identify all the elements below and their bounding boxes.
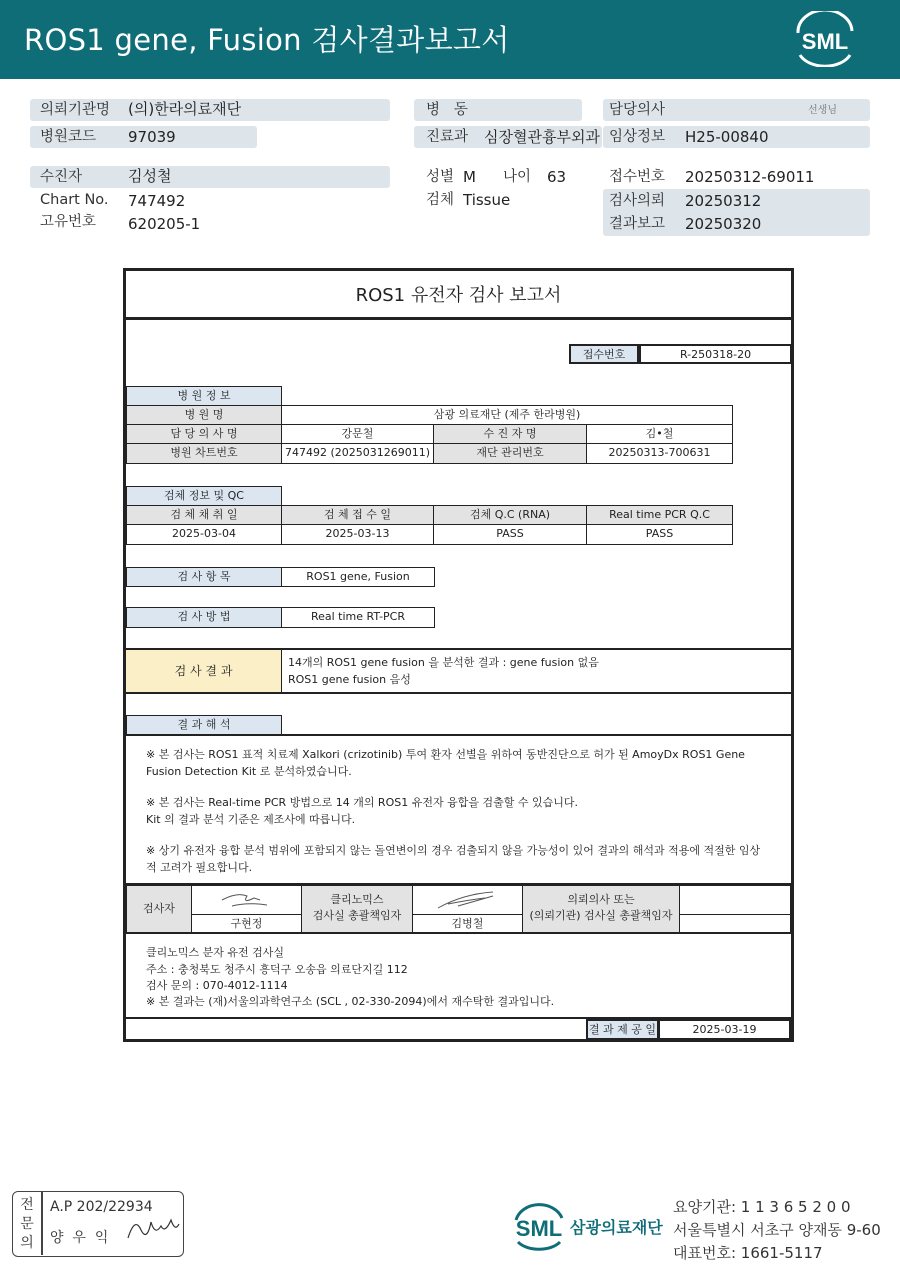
lab-note: ※ 본 결과는 (재)서울의과학연구소 (SCL , 02-330-2094)에서 재수탁한 결과입니다.	[146, 995, 555, 1008]
patient-name-value: 김•철	[586, 424, 733, 444]
sml-logo-icon	[790, 11, 860, 67]
specimen-value: Tissue	[463, 191, 511, 209]
lab-name: 클리노믹스 분자 유전 검사실	[146, 946, 285, 959]
report-receipt-value: R-250318-20	[639, 344, 792, 364]
chart-value: 747492	[128, 192, 186, 210]
stamp-divider	[41, 1192, 43, 1255]
hospital-name-label: 병 원 명	[126, 405, 282, 425]
test-item-label: 검 사 항 목	[126, 567, 282, 587]
lab-head-signature-icon	[413, 886, 523, 914]
receipt-value: 20250312-69011	[685, 168, 815, 186]
tester-label: 검사자	[126, 885, 192, 933]
patient-label: 수진자	[40, 169, 83, 185]
interpretation-p1-line1: ※ 본 검사는 ROS1 표적 치료제 Xalkori (crizotinib) 투여 환자 선별을 위하여 동반진단으로 허가 된 AmoyDx ROS1 Gene	[146, 748, 745, 761]
pathologist-stamp	[12, 1191, 184, 1257]
lab-address: 주소 : 충청북도 청주시 흥덕구 오송읍 의료단지길 112	[146, 963, 408, 976]
institution-value: (의)한라의료재단	[128, 100, 242, 118]
hospital-chart-value: 747492 (2025031269011)	[281, 443, 434, 464]
patient-row-bg	[30, 166, 390, 188]
age-label: 나이	[503, 169, 532, 185]
requesting-head-label	[522, 885, 680, 933]
hospital-code-value: 97039	[128, 128, 176, 146]
foundation-name: 삼광의료재단	[570, 1218, 663, 1237]
report-receipt-label: 접수번호	[569, 344, 639, 364]
qc-rna-value: PASS	[433, 524, 587, 545]
institution-label: 의뢰기관명	[40, 102, 111, 118]
requesting-head-signature	[679, 885, 791, 915]
receipt-label: 접수번호	[609, 169, 666, 185]
stamp-side-label: 전문의	[20, 1197, 34, 1251]
result-date-value: 2025-03-19	[658, 1019, 791, 1040]
collect-date-label: 검 체 채 취 일	[126, 505, 282, 525]
dept-value: 심장혈관흉부외과	[484, 128, 600, 146]
request-value: 20250312	[685, 192, 762, 210]
receive-date-label: 검 체 접 수 일	[281, 505, 434, 525]
qc-pcr-label: Real time PCR Q.C	[586, 505, 733, 525]
doctor-name-label: 담 당 의 사 명	[126, 424, 282, 444]
interpretation-header: 결 과 해 석	[126, 715, 282, 735]
unique-number-label: 고유번호	[40, 214, 97, 230]
stamp-license: A.P 202/22934	[50, 1199, 153, 1215]
doctor-name-value: 강문철	[281, 424, 434, 444]
patient-value: 김성철	[128, 167, 172, 185]
clinical-label: 임상정보	[609, 129, 666, 145]
sex-value: M	[463, 168, 476, 186]
foundation-logo-text: SML	[515, 1216, 563, 1241]
unique-number-value: 620205-1	[128, 215, 201, 233]
header-bar	[0, 0, 900, 79]
stamp-name: 양 우 익	[50, 1230, 109, 1246]
patient-name-label: 수 진 자 명	[433, 424, 587, 444]
lab-head-label	[301, 885, 413, 933]
interpretation-p1-line2: Fusion Detection Kit 로 분석하였습니다.	[146, 765, 352, 778]
clinical-value: H25-00840	[685, 128, 769, 146]
doctor-suffix: 선생님	[808, 105, 837, 116]
report-date-label: 결과보고	[609, 216, 666, 232]
stamp-signature-icon	[123, 1208, 183, 1248]
ward-label: 병 동	[426, 102, 468, 118]
dept-label: 진료과	[426, 129, 469, 145]
doctor-label: 담당의사	[609, 102, 666, 118]
requesting-head-label-line1: 의뢰의사 또는	[567, 893, 635, 906]
tester-name: 구현정	[191, 914, 302, 933]
report-title: ROS1 유전자 검사 보고서	[126, 271, 791, 320]
report-date-value: 20250320	[685, 215, 762, 233]
interpretation-p3-line1: ※ 상기 유전자 융합 분석 범위에 포함되지 않는 돌연변이의 경우 검출되지 않을 가능성이 있어 결과의 해석과 적용에 적절한 임상	[146, 844, 761, 857]
tester-signature-icon	[192, 886, 302, 914]
mgmt-number-label: 재단 관리번호	[433, 443, 587, 464]
foundation-logo-icon	[510, 1200, 568, 1256]
collect-date-value: 2025-03-04	[126, 524, 282, 545]
foundation-phone: 대표번호: 1661-5117	[673, 1244, 823, 1262]
lab-head-label-line2: 검사실 총괄책임자	[312, 909, 402, 922]
tester-signature	[191, 885, 302, 915]
qc-pcr-value: PASS	[586, 524, 733, 545]
agency-code: 요양기관: 1 1 3 6 5 2 0 0	[673, 1198, 851, 1216]
lab-head-label-line1: 클리노믹스	[330, 893, 384, 906]
result-line-1: 14개의 ROS1 gene fusion 을 분석한 결과 : gene fusion 없음	[288, 656, 599, 669]
interpretation-rule	[126, 734, 791, 736]
mgmt-number-value: 20250313-700631	[586, 443, 733, 464]
lab-head-name: 김병철	[412, 914, 523, 933]
report-scan	[123, 268, 794, 1042]
interpretation-p2-line1: ※ 본 검사는 Real-time PCR 방법으로 14 개의 ROS1 유전자 융합을 검출할 수 있습니다.	[146, 796, 578, 809]
result-label: 검 사 결 과	[126, 650, 282, 692]
requesting-head-label-line2: (의뢰기관) 검사실 총괄책임자	[529, 909, 673, 922]
interpretation-p3-line2: 적 고려가 필요합니다.	[146, 861, 253, 874]
interpretation-p2-line2: Kit 의 결과 분석 기준은 제조사에 따릅니다.	[146, 813, 356, 826]
lab-head-signature	[412, 885, 523, 915]
chart-label: Chart No.	[40, 192, 109, 208]
requesting-head-name	[679, 914, 791, 933]
hospital-name-value: 삼광 의료재단 (제주 한라병원)	[281, 405, 733, 425]
specimen-label: 검체	[426, 192, 455, 208]
result-date-label: 결 과 제 공 일	[586, 1019, 659, 1040]
result-line-2: ROS1 gene fusion 음성	[288, 673, 411, 686]
age-value: 63	[547, 168, 567, 186]
hospital-code-label: 병원코드	[40, 129, 97, 145]
signature-bottom-rule	[126, 932, 791, 934]
page-title: ROS1 gene, Fusion 검사결과보고서	[24, 23, 510, 57]
test-method-value: Real time RT-PCR	[281, 607, 435, 628]
lab-phone: 검사 문의 : 070-4012-1114	[146, 979, 288, 992]
receive-date-value: 2025-03-13	[281, 524, 434, 545]
test-method-label: 검 사 방 법	[126, 607, 282, 628]
qc-rna-label: 검체 Q.C (RNA)	[433, 505, 587, 525]
logo-text: SML	[801, 29, 849, 54]
hospital-chart-label: 병원 차트번호	[126, 443, 282, 464]
request-label: 검사의뢰	[609, 193, 666, 209]
test-item-value: ROS1 gene, Fusion	[281, 567, 435, 587]
foundation-address: 서울특별시 서초구 양재동 9-60	[673, 1221, 881, 1239]
result-bottom-rule	[126, 692, 791, 694]
sex-label: 성별	[426, 169, 455, 185]
specimen-section-header: 검체 정보 및 QC	[126, 486, 282, 506]
hospital-section-header: 병 원 정 보	[126, 386, 282, 406]
